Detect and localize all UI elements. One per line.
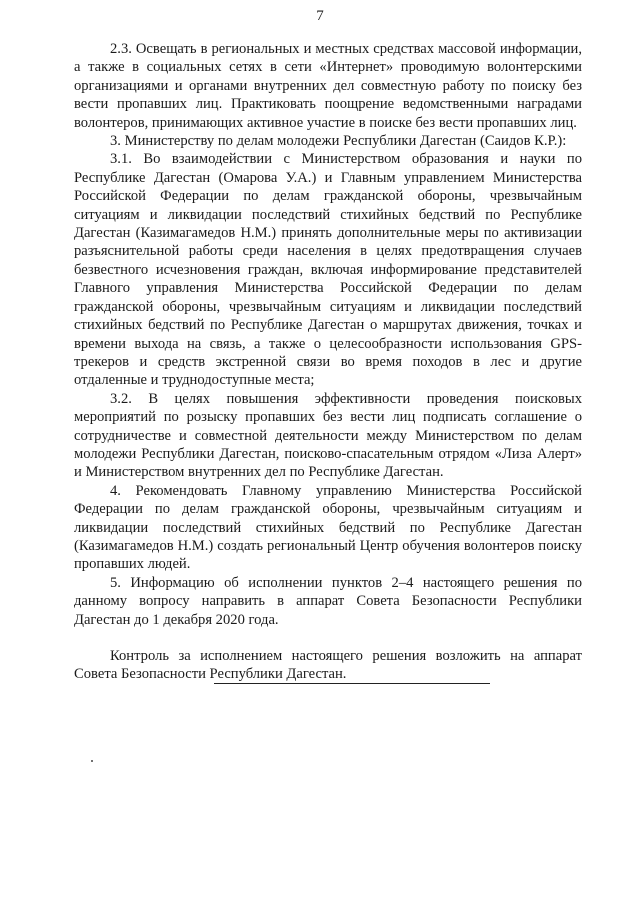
document-body bbox=[74, 40, 582, 684]
closing-divider-line bbox=[214, 683, 490, 684]
paragraph-3-1-outreach: 3.1. Во взаимодействии с Министерством образования и науки по Республике Дагестан (Омарова У.А.) и Главным управлением Министерства Российской Федерации по делам гражданской обороны, чрезвычайным ситуациям и ликвидации последствий стихийных бедствий по Республике Дагестан (Казимагамедов Н.М.) принять дополнительные меры по активизации разъяснительной работы среди населения в целях предотвращения случаев безвестного исчезновения граждан, включая информирование представителей Главного управления Министерства Российской Федерации по делам гражданской обороны, чрезвычайным ситуациям и ликвидации последствий стихийных бедствий по Республике Дагестан о маршрутах движения, точках и времени выхода на связь, а также о целесообразности использования GPS-трекеров и средств экстренной связи во время походов в лес и другие отдаленные и труднодоступные места; bbox=[74, 151, 582, 389]
paragraph-3-2-agreement: 3.2. В целях повышения эффективности проведения поисковых мероприятий по розыску пропавших без вести лиц подписать соглашение о сотрудничестве и совместной деятельности между Министерством по делам молодежи Республики Дагестан, поисково-спасательным отрядом «Лиза Алерт» и Министерством внутренних дел по Республике Дагестан. bbox=[74, 390, 582, 481]
page-number: 7 bbox=[316, 8, 324, 24]
paragraph-4-training-center: 4. Рекомендовать Главному управлению Министерства Российской Федерации по делам гражданской обороны, чрезвычайным ситуациям и ликвидации последствий стихийных бедствий по Республике Дагестан (Казимагамедов Н.М.) создать региональный Центр обучения волонтеров поиску пропавших людей. bbox=[74, 482, 582, 573]
paragraph-5-reporting: 5. Информацию об исполнении пунктов 2–4 настоящего решения по данному вопросу направить в аппарат Совета Безопасности Республики Дагестан до 1 декабря 2020 года. bbox=[74, 574, 582, 628]
paragraph-3-youth-ministry: 3. Министерству по делам молодежи Республики Дагестан (Саидов К.Р.): bbox=[110, 133, 567, 150]
paragraph-control: Контроль за исполнением настоящего решения возложить на аппарат Совета Безопасности Республики Дагестан. bbox=[74, 648, 582, 683]
scan-speck bbox=[91, 760, 93, 762]
paragraph-2-3-media-coverage: 2.3. Освещать в региональных и местных средствах массовой информации, а также в социальных сетях в сети «Интернет» проводимую волонтерскими организациями и органами внутренних дел совместную работу по поиску без вести пропавших лиц. Практиковать поощрение ведомственными наградами волонтеров, принимающих активное участие в поиске без вести пропавших лиц. bbox=[74, 41, 582, 131]
